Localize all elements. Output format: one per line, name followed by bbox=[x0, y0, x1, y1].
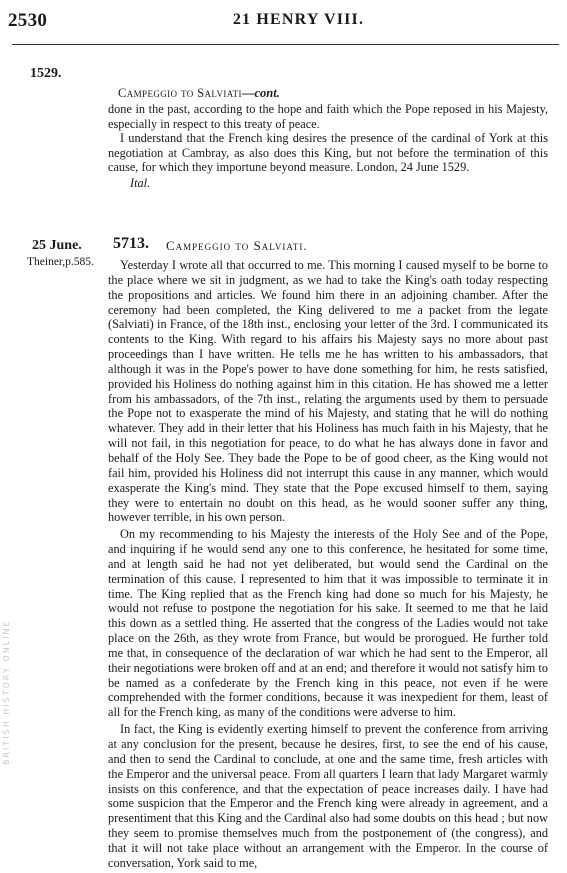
body-paragraph: In fact, the King is evidently exerting himself to prevent the conference from arriving at any conclusion for the present, because he desires, first, to see the end of his cause, and then to send the Cardinal to conclude, at one and the same time, fresh articles with the Emperor and the universal peace. From all quarters I learn that lady Margaret warmly insists on this conference, and that the expectation of peace increases daily. I have had some suspicion that the Emperor and the French king were already in agreement, and a presentiment that this King and the Cardinal also had some doubts on this head ; but now they seem to promise themselves much from the postponement of (the congress), and that it will not take place without an arrangement with the Emperor. In the course of conversation, York said to me, bbox=[108, 722, 548, 870]
continuation-heading bbox=[118, 86, 280, 101]
continuation-heading-suffix: —cont. bbox=[241, 86, 280, 100]
margin-date: 25 June. bbox=[32, 238, 82, 253]
continuation-text bbox=[108, 102, 548, 191]
document-heading: Campeggio to Salviati. bbox=[166, 238, 308, 253]
continuation-paragraph: done in the past, according to the hope and faith which the Pope reposed in his Majesty, especially in respect to this treaty of peace. bbox=[108, 102, 548, 131]
margin-year: 1529. bbox=[30, 66, 62, 81]
document-number: 5713. bbox=[113, 235, 149, 252]
continuation-heading-text: Campeggio to Salviati bbox=[118, 86, 242, 100]
body-paragraph: On my recommending to his Majesty the interests of the Holy See and of the Pope, and inquiring if he would send any one to this conference, he hesitated for some time, and at length said he had not yet deliberated, but would send the Cardinal on the termination of this cause. I represented to him that it was impossible to terminate it in time. The King replied that as the French king had done so much for his Majesty, he would not refuse to postpone the negotiation for his sake. It seemed to me that he laid this down as a settled thing. He asserted that the congress of the Ladies would not take place on the 26th, as they wrote from France, but would be prorogued. He further told me that, in consequence of the declaration of war which he had sent to the Emperor, all their negotiations were broken off and at an end; and therefore it would not satisfy him to be named as a confederate by the French king in this peace, not even if he were comprehended with the former conditions, because it was inexpedient for them, least of all for the French king, as many of the conditions were adverse to him. bbox=[108, 527, 548, 720]
watermark-stamp: BRITISH HISTORY ONLINE bbox=[2, 619, 11, 765]
running-head: 21 HENRY VIII. bbox=[232, 11, 365, 28]
language-note: Ital. bbox=[130, 175, 151, 190]
document-body bbox=[108, 258, 548, 873]
body-paragraph: Yesterday I wrote all that occurred to me. This morning I caused myself to be borne to the place where we sit in judgment, as we had to take the King's oath today respecting the propositions and articles. We found him there in an adjoining chamber. After the ceremony had been completed, the King delivered to me a packet from the legate (Salviati) in France, of the 18th inst., enclosing your letter of the 3rd. I communicated its contents to the King. With regard to his affairs his Majesty says no more about past proceedings than I have written. He tells me he has written to his ambassadors, that although it was in the Pope's power to have done something for him, he rests satisfied, provided his Holiness do nothing against him in this citation. He has showed me a letter from his ambassadors, of the 7th inst., relating the arguments used by them to persuade the Pope not to exasperate the mind of his Majesty, and stating that he will do nothing whatever. They add in their letter that his Holiness has much faith in his Majesty, that he will not fail, in this negotiation for peace, to do what he has always done in favor and behalf of the Holy See. They bade the Pope to be of good cheer, as the King would not fail him, provided his Holiness did not interrupt this cause in any manner, which would exasperate the King's mind. They state that the Pope excused himself to them, saying they were to entertain no doubt on this head, as he would sooner suffer any thing, however terrible, in his own person. bbox=[108, 258, 548, 525]
continuation-paragraph: I understand that the French king desires the presence of the cardinal of York at this negotiation at Cambray, as also does this King, but not before the termination of this cause, for which they importune beyond measure. London, 24 June 1529. bbox=[108, 131, 548, 175]
margin-source: Theiner,p.585. bbox=[27, 256, 94, 268]
header-rule bbox=[12, 44, 559, 45]
page-number: 2530 bbox=[8, 10, 48, 31]
